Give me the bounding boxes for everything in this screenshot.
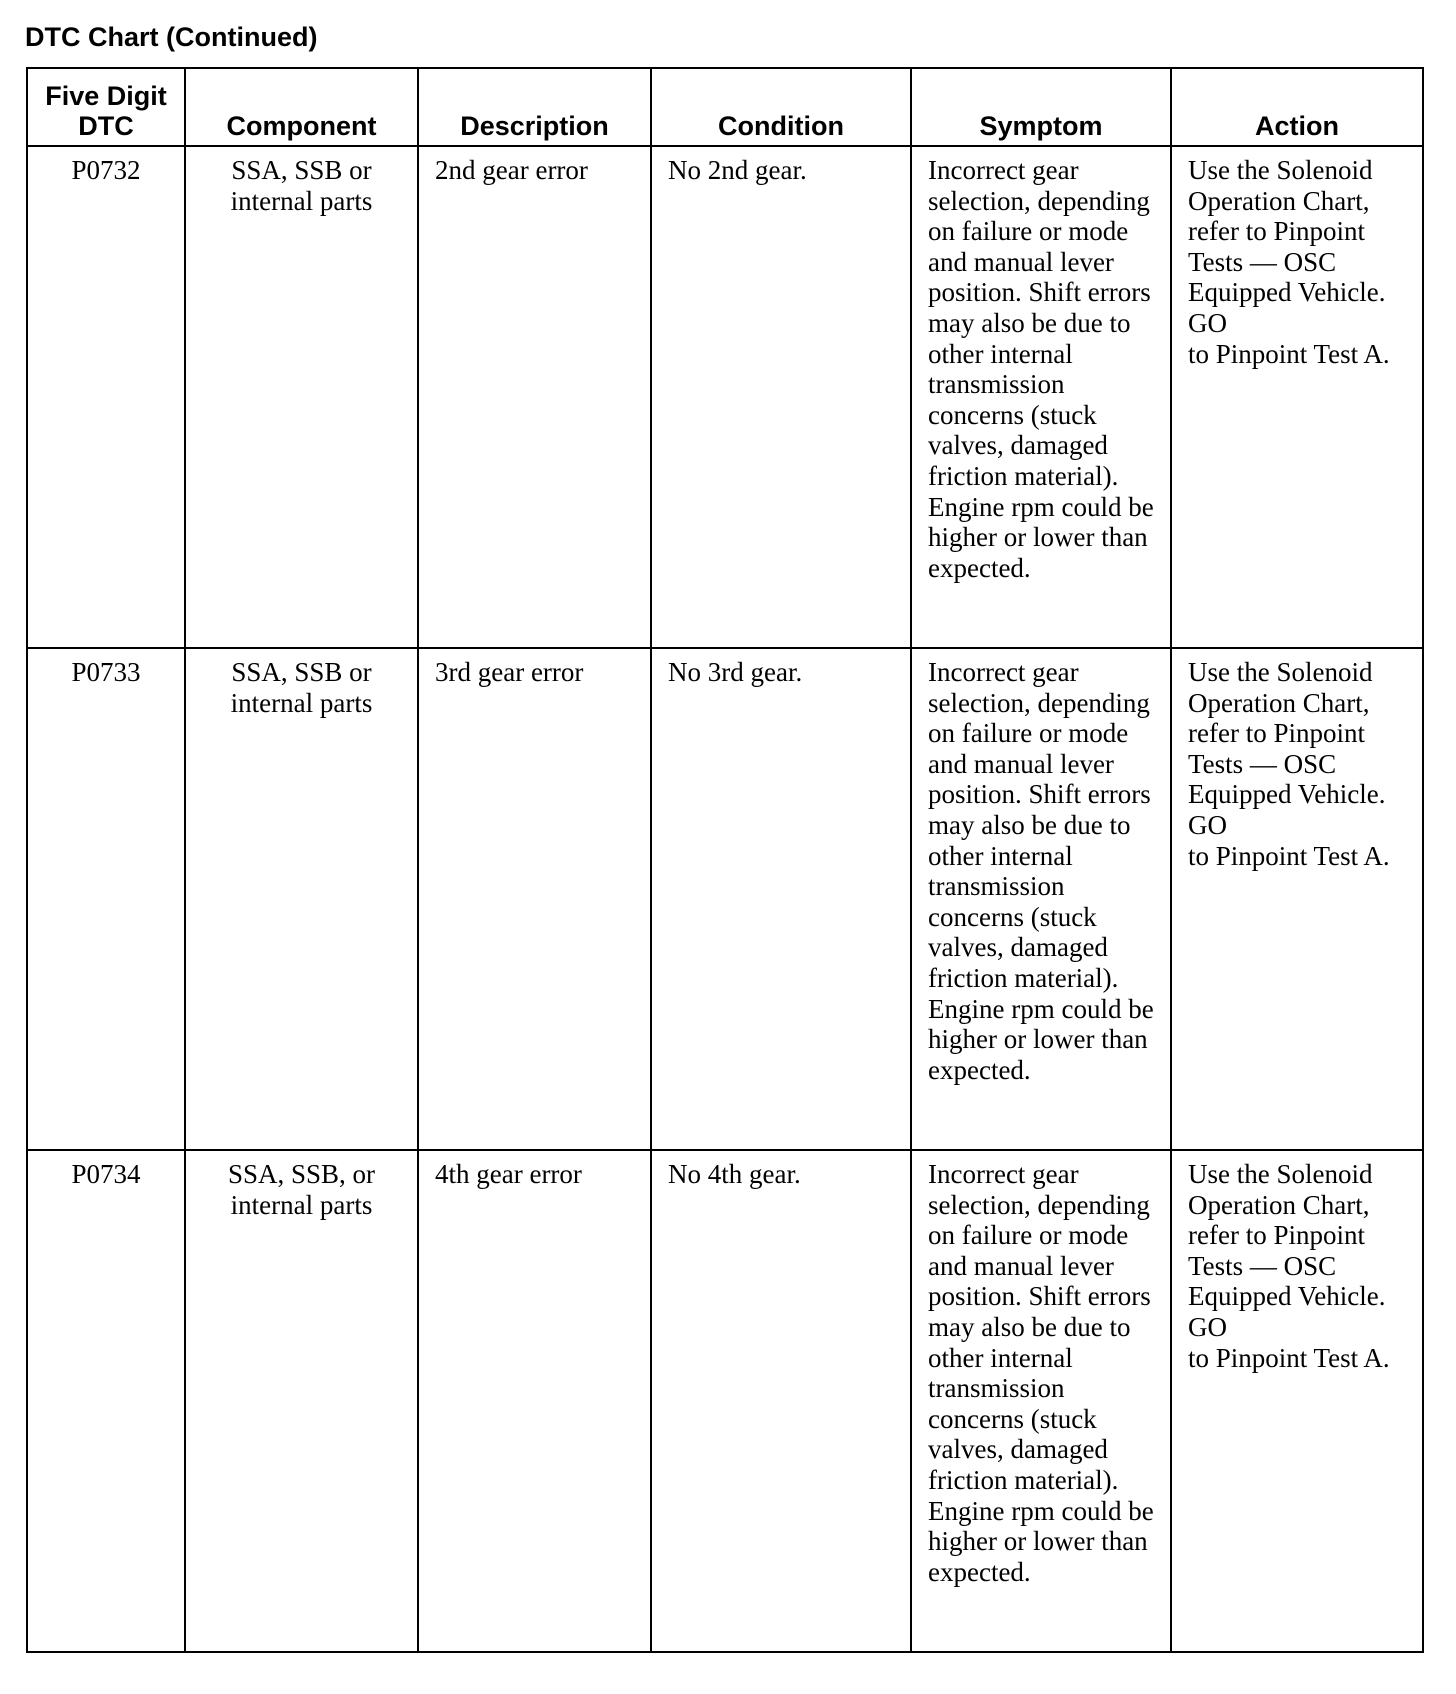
symptom-cell: Incorrect gear selection, depending on failure or mode and manual lever position. Shift errors may also be due to other internal transmission concerns (stuck valves, damaged friction material). Engine rpm could be higher or lower than expected. (911, 648, 1171, 1150)
header-dtc-line2: DTC (78, 111, 134, 141)
condition-cell: No 3rd gear. (651, 648, 911, 1150)
component-cell: SSA, SSB or internal parts (185, 146, 418, 648)
header-dtc (27, 68, 185, 146)
table-row (27, 648, 1423, 1150)
action-text-continued: to Pinpoint Test A. (1188, 1342, 1390, 1373)
condition-cell: No 2nd gear. (651, 146, 911, 648)
description-cell: 4th gear error (418, 1150, 651, 1652)
action-text: Use the Solenoid Operation Chart, refer to Pinpoint Tests — OSC Equipped Vehicle. GO (1188, 1159, 1386, 1342)
table-row (27, 1150, 1423, 1652)
action-text-continued: to Pinpoint Test A. (1188, 338, 1390, 369)
symptom-cell: Incorrect gear selection, depending on failure or mode and manual lever position. Shift errors may also be due to other internal transmission concerns (stuck valves, damaged friction material). Engine rpm could be higher or lower than expected. (911, 1150, 1171, 1652)
page-title: DTC Chart (Continued) (25, 22, 318, 52)
description-cell: 3rd gear error (418, 648, 651, 1150)
action-text-continued: to Pinpoint Test A. (1188, 840, 1390, 871)
action-text: Use the Solenoid Operation Chart, refer to Pinpoint Tests — OSC Equipped Vehicle. GO (1188, 155, 1386, 338)
table-header-row (27, 68, 1423, 146)
description-cell: 2nd gear error (418, 146, 651, 648)
table-row (27, 146, 1423, 648)
header-action: Action (1171, 68, 1423, 146)
header-description: Description (418, 68, 651, 146)
action-cell (1171, 648, 1423, 1150)
symptom-cell: Incorrect gear selection, depending on failure or mode and manual lever position. Shift errors may also be due to other internal transmission concerns (stuck valves, damaged friction material). Engine rpm could be higher or lower than expected. (911, 146, 1171, 648)
action-text: Use the Solenoid Operation Chart, refer to Pinpoint Tests — OSC Equipped Vehicle. GO (1188, 657, 1386, 840)
dtc-code-cell: P0732 (27, 146, 185, 648)
header-symptom: Symptom (911, 68, 1171, 146)
dtc-code-cell: P0734 (27, 1150, 185, 1652)
action-cell (1171, 146, 1423, 648)
component-cell: SSA, SSB or internal parts (185, 648, 418, 1150)
action-cell (1171, 1150, 1423, 1652)
dtc-table (26, 67, 1424, 1653)
component-cell: SSA, SSB, or internal parts (185, 1150, 418, 1652)
condition-cell: No 4th gear. (651, 1150, 911, 1652)
dtc-code-cell: P0733 (27, 648, 185, 1150)
header-component: Component (185, 68, 418, 146)
header-condition: Condition (651, 68, 911, 146)
header-dtc-line1: Five Digit (45, 81, 167, 111)
